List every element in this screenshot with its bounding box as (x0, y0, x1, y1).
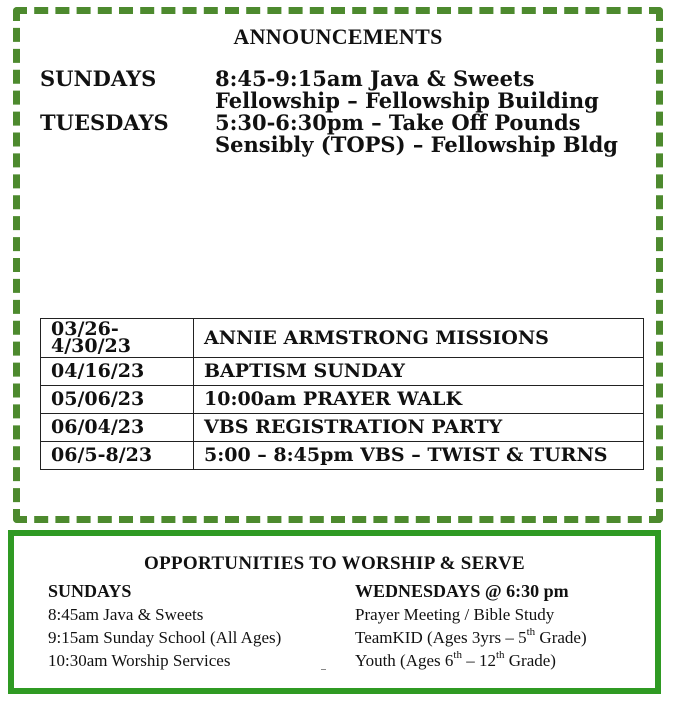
wednesday-item: TeamKID (Ages 3yrs – 5th Grade) (355, 626, 587, 647)
event-name: VBS REGISTRATION PARTY (194, 414, 644, 442)
event-date-line2: 4/30/23 (51, 335, 131, 357)
schedule-day: TUESDAYS (40, 110, 169, 135)
event-name: BAPTISM SUNDAY (194, 358, 644, 386)
event-date: 06/04/23 (41, 414, 194, 442)
sundays-column (48, 580, 281, 672)
wednesdays-heading: WEDNESDAYS @ 6:30 pm (355, 581, 569, 601)
announcements-panel (13, 7, 663, 523)
announcements-title: ANNOUNCEMENTS (233, 24, 443, 49)
event-row (41, 386, 644, 414)
event-row (41, 319, 644, 358)
sunday-item: 9:15am Sunday School (All Ages) (48, 628, 282, 647)
event-row (41, 442, 644, 470)
sunday-item: 10:30am Worship Services (48, 651, 231, 670)
event-row (41, 358, 644, 386)
event-date (41, 319, 194, 358)
serve-title: OPPORTUNITIES TO WORSHIP & SERVE (144, 553, 525, 574)
event-row (41, 414, 644, 442)
weekly-schedule (40, 68, 635, 156)
schedule-row-sundays (40, 68, 635, 112)
event-date-line1: 03/26- (51, 318, 119, 340)
event-date: 06/5-8/23 (41, 442, 194, 470)
schedule-row-tuesdays (40, 112, 635, 156)
event-name: 5:00 – 8:45pm VBS – TWIST & TURNS (194, 442, 644, 470)
event-name: ANNIE ARMSTRONG MISSIONS (194, 319, 644, 358)
schedule-desc: 5:30-6:30pm – Take Off Pounds Sensibly (TOPS) – Fellowship Bldg (215, 110, 618, 157)
divider-tick (321, 669, 326, 670)
sundays-heading: SUNDAYS (48, 581, 132, 601)
sunday-item: 8:45am Java & Sweets (48, 605, 204, 624)
worship-serve-panel (8, 530, 661, 694)
event-name: 10:00am PRAYER WALK (194, 386, 644, 414)
events-table (40, 318, 644, 470)
event-date: 04/16/23 (41, 358, 194, 386)
wednesday-item: Youth (Ages 6th – 12th Grade) (355, 649, 556, 670)
wednesday-item: Prayer Meeting / Bible Study (355, 605, 555, 624)
wednesdays-column (355, 580, 587, 672)
event-date: 05/06/23 (41, 386, 194, 414)
schedule-desc: 8:45-9:15am Java & Sweets Fellowship – Fellowship Building (215, 66, 599, 113)
schedule-day: SUNDAYS (40, 66, 157, 91)
